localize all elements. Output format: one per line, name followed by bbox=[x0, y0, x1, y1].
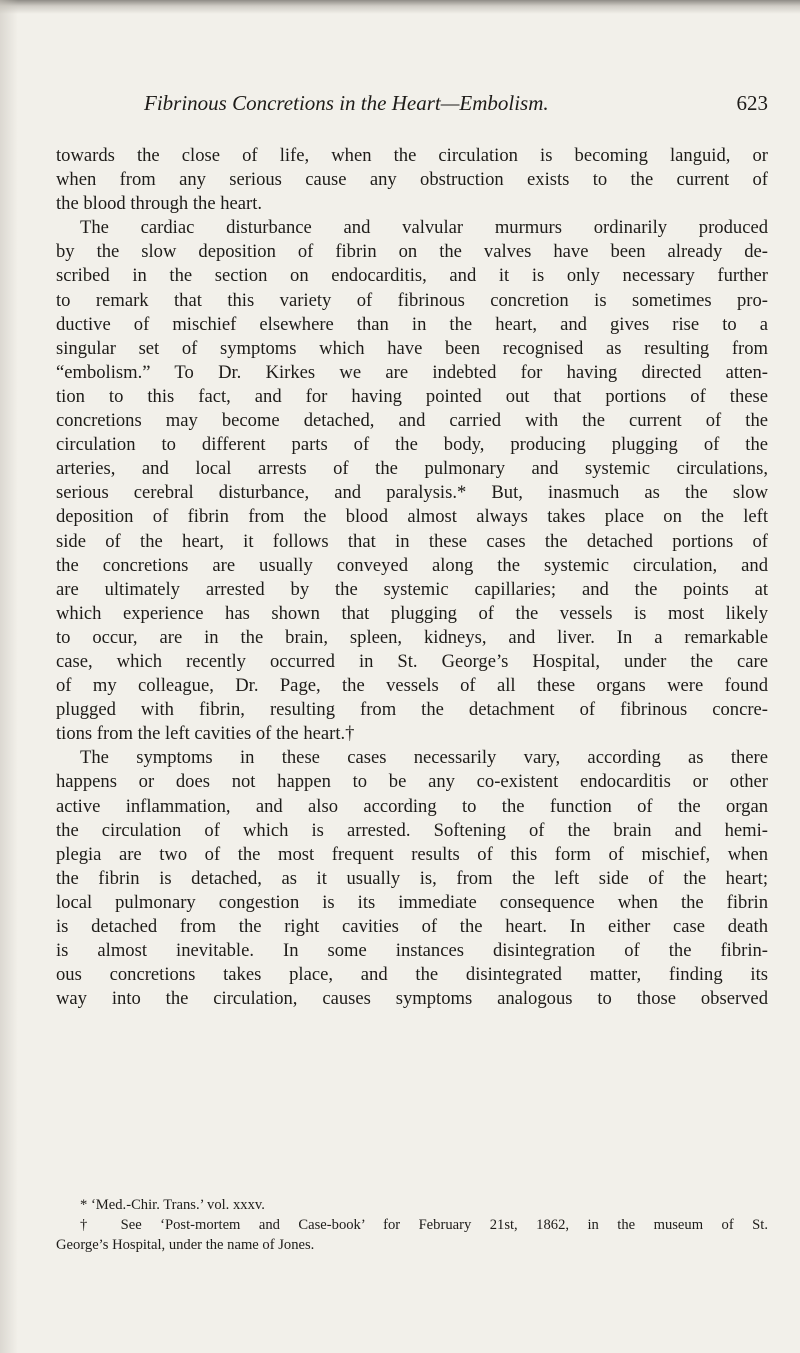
text-line: are ultimately arrested by the systemic capillaries; and the points at bbox=[56, 578, 768, 600]
footnotes bbox=[56, 1195, 768, 1255]
body-text bbox=[56, 144, 768, 1011]
text-line: the blood through the heart. bbox=[56, 193, 263, 215]
text-line: the fibrin is detached, as it usually is, from the left side of the heart; bbox=[56, 867, 768, 889]
text-line: the circulation of which is arrested. Softening of the brain and hemi- bbox=[56, 819, 768, 841]
page-top-edge-shadow bbox=[0, 0, 800, 14]
footnote-dagger-continued: George’s Hospital, under the name of Jones. bbox=[56, 1237, 315, 1253]
text-line: towards the close of life, when the circulation is becoming languid, or bbox=[56, 145, 768, 166]
text-line: The cardiac disturbance and valvular murmurs ordinarily produced bbox=[80, 217, 768, 239]
footnote-star: * ‘Med.-Chir. Trans.’ vol. xxxv. bbox=[80, 1197, 265, 1213]
text-line: way into the circulation, causes symptoms analogous to those observed bbox=[56, 988, 768, 1010]
text-line: when from any serious cause any obstruction exists to the current of bbox=[56, 169, 768, 191]
text-line: ductive of mischief elsewhere than in the heart, and gives rise to a bbox=[56, 313, 768, 335]
text-line: circulation to different parts of the body, producing plugging of the bbox=[56, 434, 768, 456]
text-line: serious cerebral disturbance, and paralysis.* But, inasmuch as the slow bbox=[56, 482, 768, 504]
text-line: ous concretions takes place, and the disintegrated matter, finding its bbox=[56, 964, 768, 986]
text-line: is detached from the right cavities of the heart. In either case death bbox=[56, 916, 768, 937]
text-line: of my colleague, Dr. Page, the vessels of all these organs were found bbox=[56, 675, 768, 697]
running-title: Fibrinous Concretions in the Heart—Embolism. bbox=[144, 91, 549, 115]
text-line: is almost inevitable. In some instances disintegration of the fibrin- bbox=[56, 940, 768, 962]
text-line: happens or does not happen to be any co-existent endocarditis or other bbox=[56, 771, 768, 793]
text-line: “embolism.” To Dr. Kirkes we are indebted for having directed atten- bbox=[56, 361, 768, 383]
text-line: by the slow deposition of fibrin on the valves have been already de- bbox=[56, 241, 768, 263]
text-line: arteries, and local arrests of the pulmonary and systemic circulations, bbox=[56, 458, 768, 480]
text-line: plugged with fibrin, resulting from the detachment of fibrinous concre- bbox=[56, 699, 768, 721]
text-line: case, which recently occurred in St. George’s Hospital, under the care bbox=[56, 650, 768, 672]
text-line: side of the heart, it follows that in these cases the detached portions of bbox=[56, 530, 768, 552]
page-number: 623 bbox=[736, 91, 768, 115]
text-line: plegia are two of the most frequent results of this form of mischief, when bbox=[56, 843, 768, 865]
text-line: to remark that this variety of fibrinous concretion is sometimes pro- bbox=[56, 289, 768, 311]
page-left-edge-shadow bbox=[0, 0, 18, 1353]
text-line: tion to this fact, and for having pointed out that portions of these bbox=[56, 385, 768, 407]
text-line: tions from the left cavities of the heart.† bbox=[56, 723, 355, 745]
text-line: concretions may become detached, and carried with the current of the bbox=[56, 410, 768, 432]
text-line: deposition of fibrin from the blood almost always takes place on the left bbox=[56, 506, 768, 528]
text-line: The symptoms in these cases necessarily vary, according as there bbox=[80, 747, 768, 769]
text-line: scribed in the section on endocarditis, and it is only necessary further bbox=[56, 265, 768, 287]
text-line: to occur, are in the brain, spleen, kidneys, and liver. In a remarkable bbox=[56, 626, 768, 648]
footnote-dagger: † See ‘Post-mortem and Case-book’ for February 21st, 1862, in the museum of St. bbox=[80, 1217, 768, 1233]
text-line: which experience has shown that plugging of the vessels is most likely bbox=[56, 602, 768, 624]
text-line: local pulmonary congestion is its immediate consequence when the fibrin bbox=[56, 891, 768, 913]
text-line: active inflammation, and also according to the function of the organ bbox=[56, 795, 768, 817]
text-line: singular set of symptoms which have been recognised as resulting from bbox=[56, 337, 768, 359]
running-head bbox=[144, 91, 768, 121]
text-line: the concretions are usually conveyed along the systemic circulation, and bbox=[56, 554, 768, 576]
